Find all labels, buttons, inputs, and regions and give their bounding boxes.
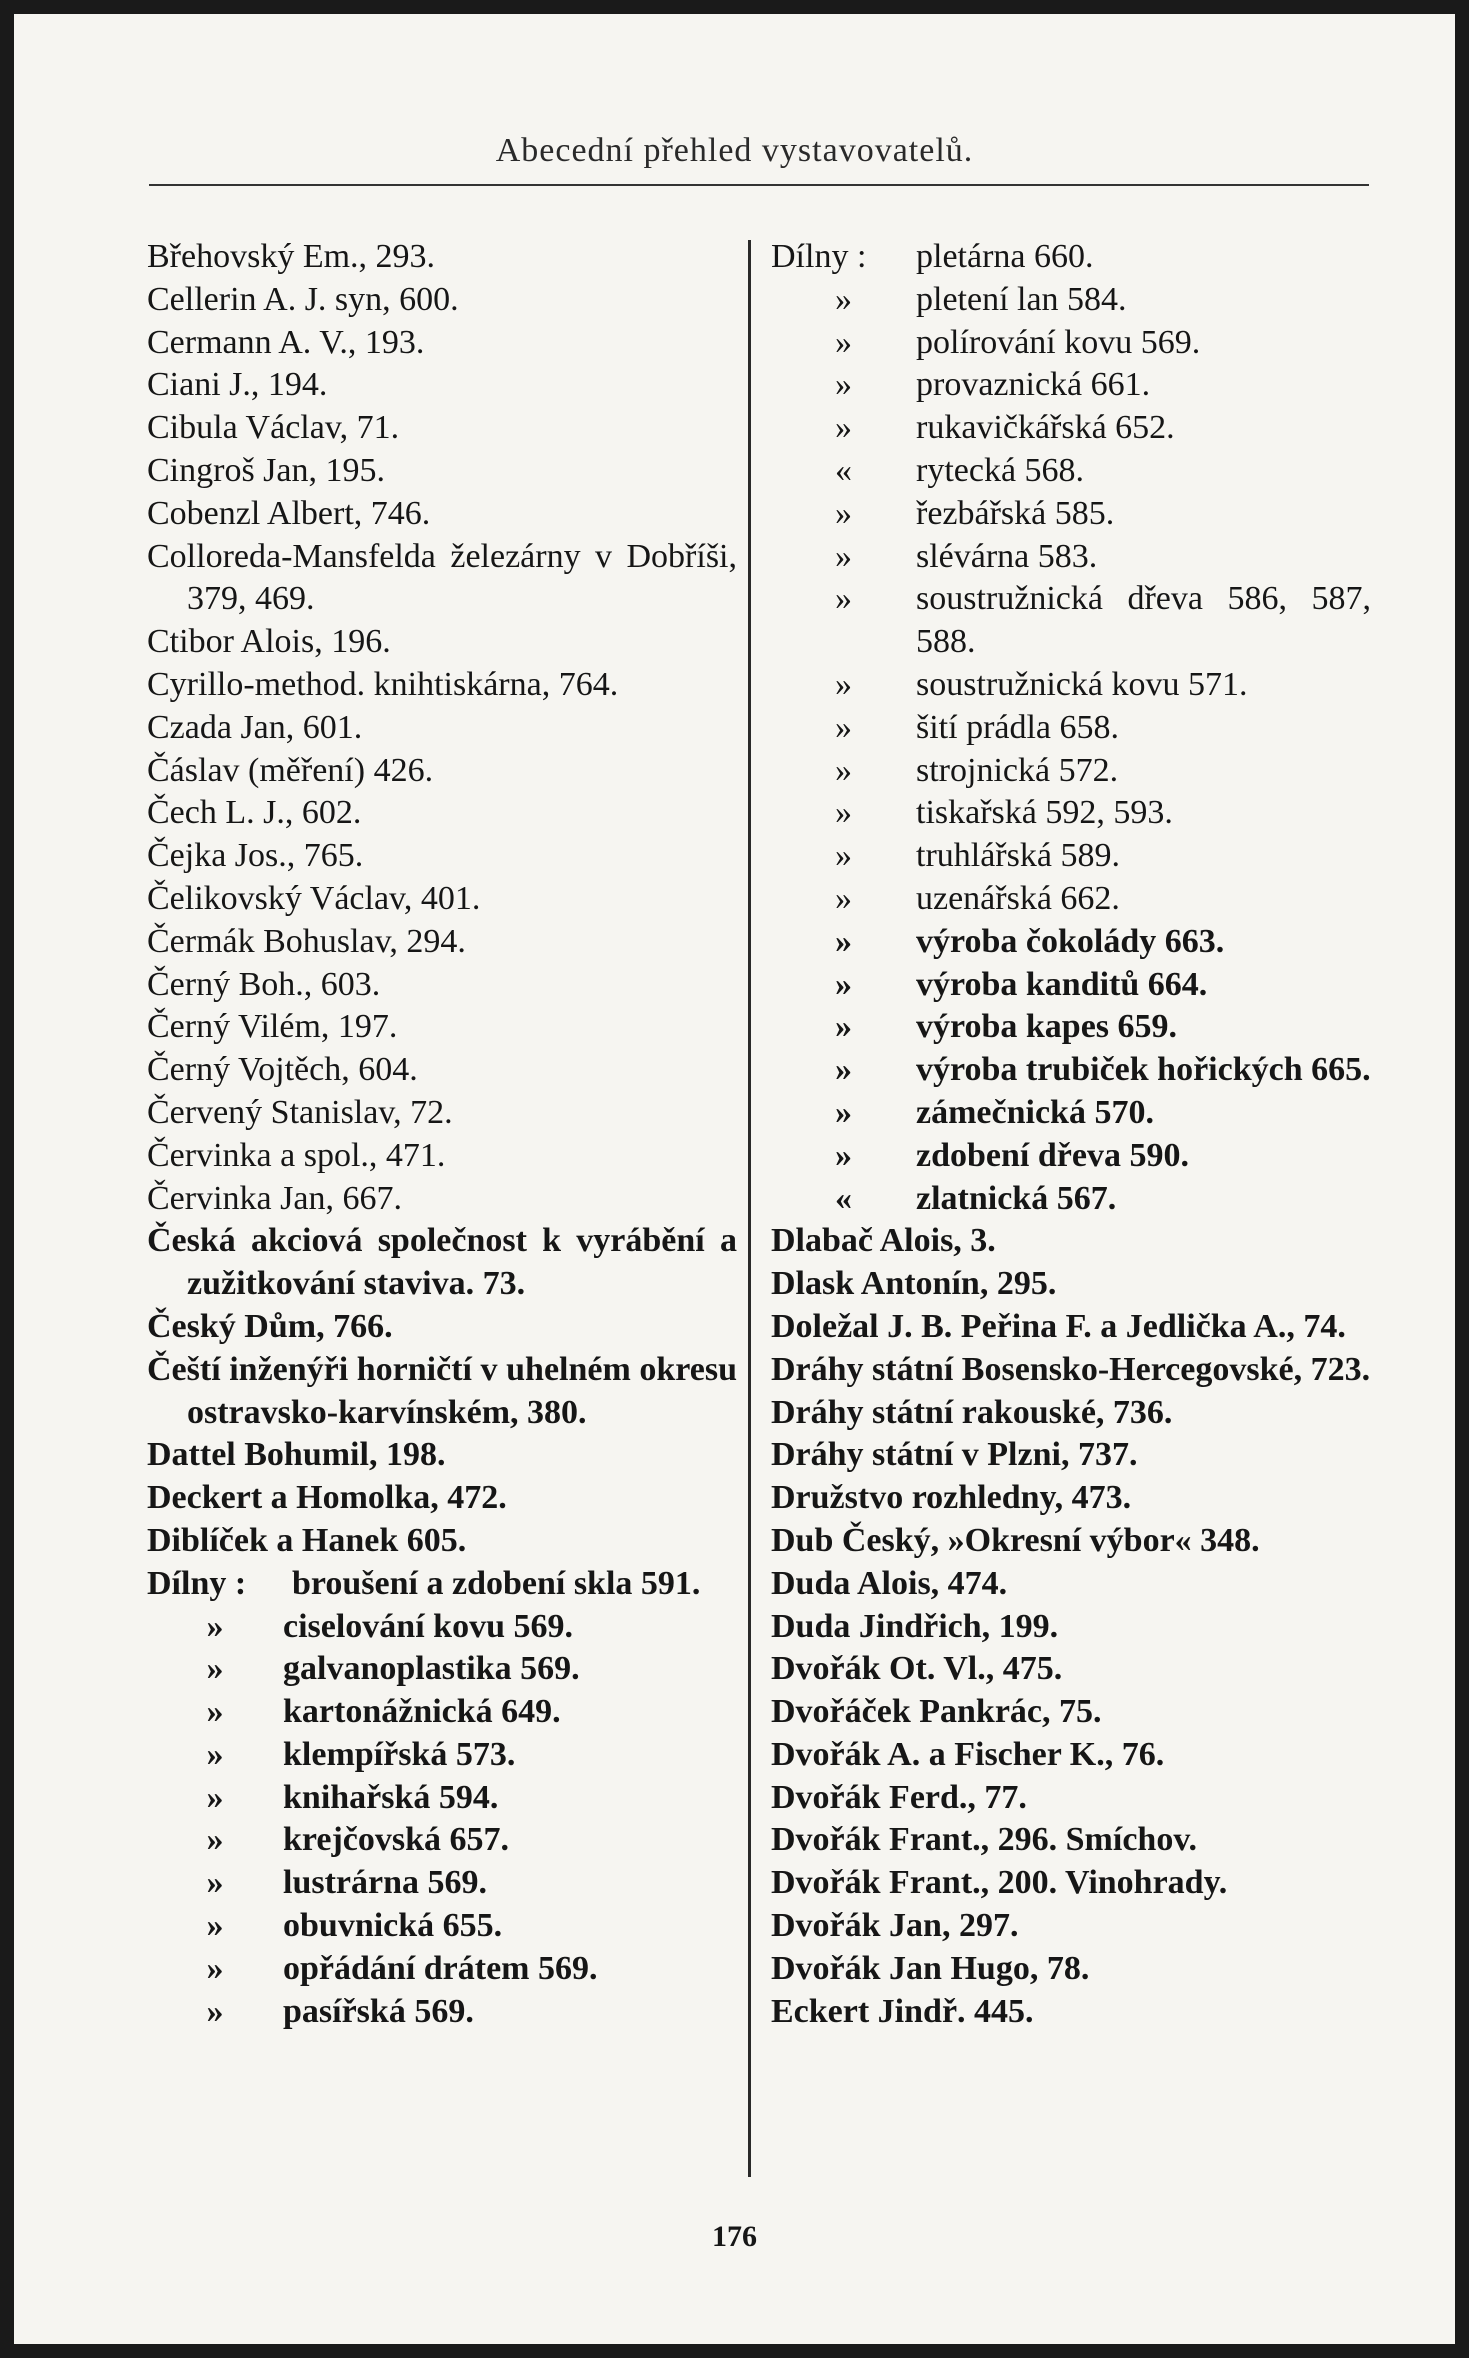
dilny-subentry <box>771 279 1371 322</box>
index-entry: Duda Jindřich, 199. <box>771 1607 1059 1645</box>
dilny-item: ciselování kovu 569. <box>283 1607 573 1645</box>
index-entry: Černý Vilém, 197. <box>147 1008 398 1046</box>
ditto-mark: » <box>835 1051 852 1089</box>
dilny-item: uzenářská 662. <box>916 879 1120 917</box>
dilny-subentry <box>771 1006 1371 1049</box>
header-rule <box>149 184 1369 186</box>
ditto-mark: » <box>835 1136 852 1174</box>
index-entry: Cobenzl Albert, 746. <box>147 494 431 532</box>
dilny-subentry <box>771 450 1371 493</box>
ditto-mark: » <box>835 280 852 318</box>
dilny-subentry <box>771 921 1371 964</box>
index-entry: Čelikovský Václav, 401. <box>147 879 481 917</box>
dilny-item: zdobení dřeva 590. <box>916 1136 1189 1174</box>
dilny-item: provaznická 661. <box>916 366 1151 404</box>
dilny-subentry <box>147 1819 737 1862</box>
dilny-item: rukavičkářská 652. <box>916 409 1175 447</box>
dilny-item: soustružnická dřeva 586, 587, 588. <box>916 580 1371 661</box>
dilny-subentry <box>771 878 1371 921</box>
index-entry: Duda Alois, 474. <box>771 1564 1008 1602</box>
dilny-subentry <box>147 1691 737 1734</box>
dilny-item: kartonážnická 649. <box>283 1693 561 1731</box>
index-entry: Dvořák Jan, 297. <box>771 1907 1019 1945</box>
ditto-mark: » <box>835 879 852 917</box>
dilny-item: truhlářská 589. <box>916 837 1120 875</box>
ditto-mark: » <box>835 1008 852 1046</box>
dilny-item: tiskařská 592, 593. <box>916 794 1173 832</box>
ditto-mark: » <box>835 837 852 875</box>
dilny-item: opřádání drátem 569. <box>283 1949 598 1987</box>
left-column <box>147 236 737 2033</box>
dilny-subentry <box>771 578 1371 664</box>
dilny-subentry <box>771 322 1371 365</box>
dilny-item: šití prádla 658. <box>916 708 1120 746</box>
ditto-mark: » <box>206 1821 224 1859</box>
index-entry: Čech L. J., 602. <box>147 794 362 832</box>
index-entry: Colloreda-Mansfelda železárny v Dobříši, 379, 469. <box>147 537 737 618</box>
dilny-subentry <box>771 835 1371 878</box>
index-entry: Deckert a Homolka, 472. <box>147 1479 507 1517</box>
dilny-subentry <box>147 1777 737 1820</box>
index-entry: Čáslav (měření) 426. <box>147 751 434 789</box>
index-entry: Doležal J. B. Peřina F. a Jedlička A., 74. <box>771 1307 1346 1345</box>
index-entry: Ciani J., 194. <box>147 366 328 404</box>
dilny-item: soustružnická kovu 571. <box>916 665 1248 703</box>
dilny-item: rytecká 568. <box>916 451 1085 489</box>
dilny-item: výroba kapes 659. <box>916 1008 1178 1046</box>
ditto-mark: » <box>835 409 852 447</box>
index-entry: Dvořák Frant., 296. Smíchov. <box>771 1821 1197 1859</box>
dilny-subentry <box>147 1734 737 1777</box>
ditto-mark: » <box>835 665 852 703</box>
right-column <box>771 236 1371 2033</box>
dilny-heading <box>771 236 1371 279</box>
dilny-item: obuvnická 655. <box>283 1907 503 1945</box>
dilny-item: pletení lan 584. <box>916 280 1127 318</box>
ditto-mark: « <box>835 451 852 489</box>
index-entry: Dub Český, »Okresní výbor« 348. <box>771 1521 1260 1559</box>
dilny-item: lustrárna 569. <box>283 1864 487 1902</box>
book-page <box>14 14 1455 2344</box>
dilny-subentry <box>771 407 1371 450</box>
ditto-mark: » <box>206 1693 224 1731</box>
ditto-mark: » <box>206 1992 224 2030</box>
ditto-mark: » <box>206 1778 224 1816</box>
dilny-item: pletárna 660. <box>916 238 1094 275</box>
dilny-item: krejčovská 657. <box>283 1821 510 1859</box>
dilny-item: slévárna 583. <box>916 537 1098 575</box>
index-entry: Česká akciová společnost k vyrábění a zužitkování staviva. 73. <box>147 1222 737 1303</box>
index-entry: Diblíček a Hanek 605. <box>147 1521 467 1559</box>
running-header: Abecední přehled vystavovatelů. <box>495 132 974 169</box>
ditto-mark: » <box>206 1864 224 1902</box>
ditto-mark: » <box>206 1735 224 1773</box>
ditto-mark: » <box>835 494 852 532</box>
dilny-label: Dílny : <box>147 1564 247 1602</box>
index-entry: Cellerin A. J. syn, 600. <box>147 280 459 318</box>
index-entry: Dvořák A. a Fischer K., 76. <box>771 1735 1165 1773</box>
index-entry: Červinka Jan, 667. <box>147 1179 402 1217</box>
ditto-mark: » <box>835 794 852 832</box>
dilny-subentry <box>771 364 1371 407</box>
index-entry: Ctibor Alois, 196. <box>147 623 391 661</box>
dilny-subentry <box>147 1648 737 1691</box>
ditto-mark: » <box>835 708 852 746</box>
index-entry: Dattel Bohumil, 198. <box>147 1436 446 1474</box>
dilny-subentry <box>771 1178 1371 1221</box>
dilny-subentry <box>147 1862 737 1905</box>
dilny-subentry <box>771 1135 1371 1178</box>
index-entry: Černý Boh., 603. <box>147 965 381 1003</box>
dilny-subentry <box>771 536 1371 579</box>
ditto-mark: » <box>206 1907 224 1945</box>
dilny-item: výroba čokolády 663. <box>916 922 1225 960</box>
index-entry: Cibula Václav, 71. <box>147 409 400 447</box>
dilny-subentry <box>771 750 1371 793</box>
dilny-item: galvanoplastika 569. <box>283 1650 580 1688</box>
index-entry: Dlabač Alois, 3. <box>771 1222 996 1260</box>
dilny-subentry <box>147 1991 737 2034</box>
ditto-mark: » <box>835 1093 852 1131</box>
page-number: 176 <box>712 2220 757 2253</box>
ditto-mark: » <box>835 580 852 618</box>
index-entry: Cyrillo-method. knihtiskárna, 764. <box>147 665 619 703</box>
index-entry: Čeští inženýři horničtí v uhelném okresu ostravsko-karvínském, 380. <box>147 1350 737 1431</box>
dilny-item: zlatnická 567. <box>916 1179 1117 1217</box>
dilny-item: řezbářská 585. <box>916 494 1115 532</box>
ditto-mark: » <box>835 922 852 960</box>
index-entry: Dlask Antonín, 295. <box>771 1265 1057 1303</box>
dilny-heading <box>147 1563 737 1606</box>
index-entry: Červený Stanislav, 72. <box>147 1093 453 1131</box>
dilny-item: výroba kanditů 664. <box>916 965 1208 1003</box>
index-entry: Družstvo rozhledny, 473. <box>771 1479 1132 1517</box>
dilny-item: polírování kovu 569. <box>916 323 1201 361</box>
index-entry: Černý Vojtěch, 604. <box>147 1051 418 1089</box>
dilny-item: broušení a zdobení skla 591. <box>292 1564 701 1602</box>
dilny-subentry <box>771 1092 1371 1135</box>
index-entry: Dvořák Jan Hugo, 78. <box>771 1949 1090 1987</box>
ditto-mark: » <box>835 366 852 404</box>
ditto-mark: » <box>206 1607 224 1645</box>
dilny-item: strojnická 572. <box>916 751 1119 789</box>
ditto-mark: » <box>835 537 852 575</box>
dilny-subentry <box>771 1049 1371 1092</box>
ditto-mark: » <box>835 965 852 1003</box>
index-entry: Dráhy státní rakouské, 736. <box>771 1393 1173 1431</box>
index-entry: Dvořáček Pankrác, 75. <box>771 1693 1102 1731</box>
dilny-subentry <box>771 493 1371 536</box>
dilny-label: Dílny : <box>771 238 867 275</box>
index-entry: Cermann A. V., 193. <box>147 323 425 361</box>
dilny-item: výroba trubiček hořických 665. <box>916 1051 1371 1089</box>
dilny-subentry <box>771 707 1371 750</box>
dilny-subentry <box>771 964 1371 1007</box>
dilny-item: knihařská 594. <box>283 1778 499 1816</box>
index-entry: Dvořák Ot. Vl., 475. <box>771 1650 1063 1688</box>
ditto-mark: » <box>835 751 852 789</box>
ditto-mark: » <box>206 1650 224 1688</box>
index-entry: Czada Jan, 601. <box>147 708 363 746</box>
dilny-item: pasířská 569. <box>283 1992 474 2030</box>
index-entry: Dráhy státní Bosensko-Hercegovské, 723. <box>771 1350 1371 1388</box>
index-entry: Červinka a spol., 471. <box>147 1136 446 1174</box>
index-entry: Český Dům, 766. <box>147 1307 393 1345</box>
dilny-subentry <box>147 1905 737 1948</box>
index-entry: Břehovský Em., 293. <box>147 238 436 275</box>
dilny-subentry <box>147 1948 737 1991</box>
column-divider <box>748 240 751 2177</box>
dilny-item: klempířská 573. <box>283 1735 516 1773</box>
dilny-subentry <box>771 664 1371 707</box>
ditto-mark: » <box>835 323 852 361</box>
index-entry: Čejka Jos., 765. <box>147 837 364 875</box>
index-entry: Cingroš Jan, 195. <box>147 451 385 489</box>
ditto-mark: » <box>206 1949 224 1987</box>
index-entry: Dvořák Ferd., 77. <box>771 1778 1027 1816</box>
dilny-subentry <box>147 1606 737 1649</box>
dilny-item: zámečnická 570. <box>916 1093 1154 1131</box>
index-entry: Čermák Bohuslav, 294. <box>147 922 466 960</box>
index-entry: Eckert Jindř. 445. <box>771 1992 1034 2030</box>
dilny-subentry <box>771 792 1371 835</box>
ditto-mark: « <box>835 1179 852 1217</box>
index-entry: Dráhy státní v Plzni, 737. <box>771 1436 1138 1474</box>
index-entry: Dvořák Frant., 200. Vinohrady. <box>771 1864 1228 1902</box>
